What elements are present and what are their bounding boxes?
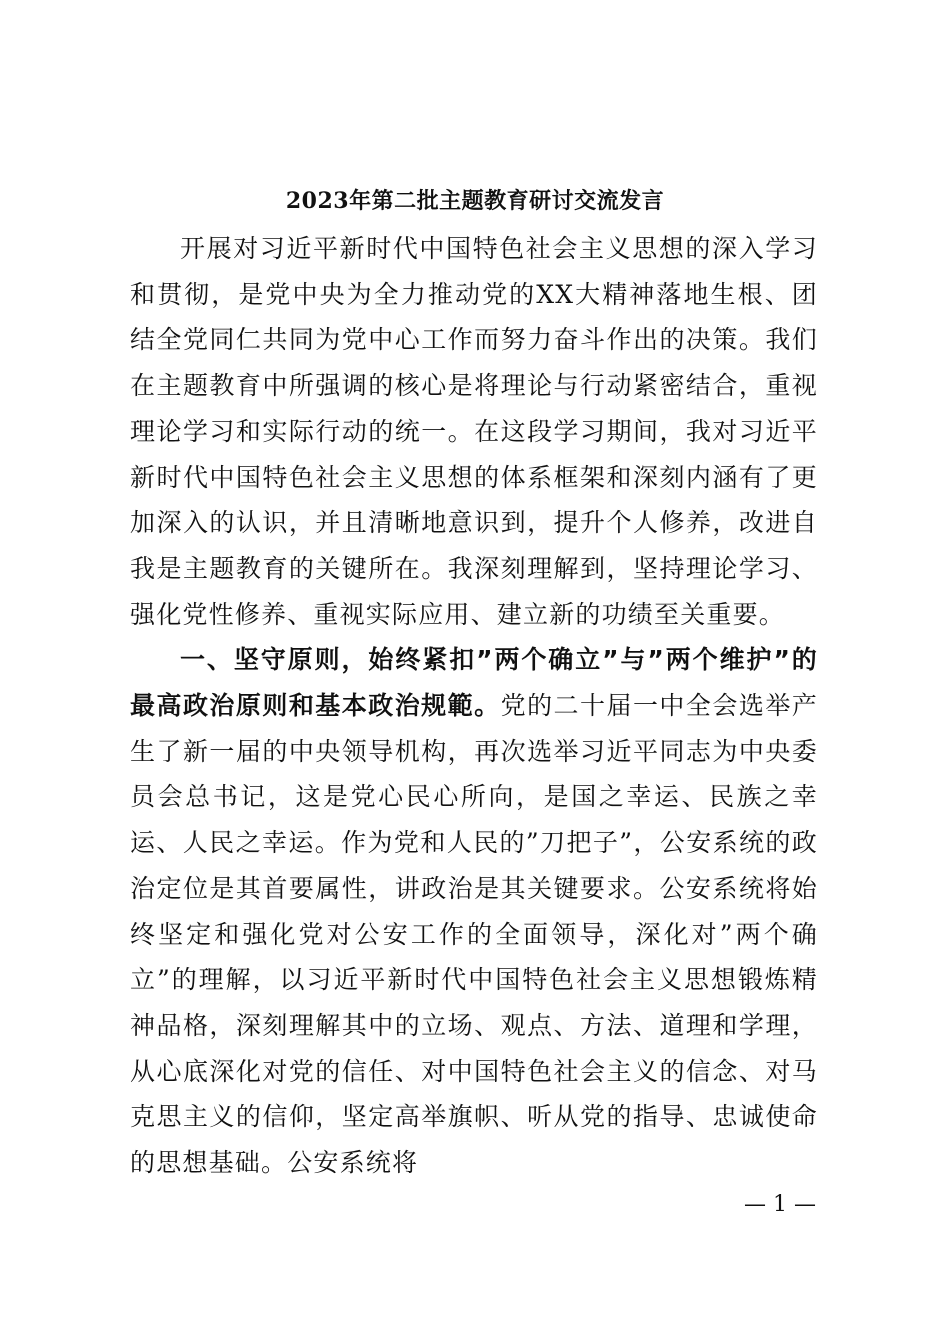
section-heading: 一、坚守原则，始终紧扣”两个确立”与”两个维护”的最高政治原则和基本政治规範。 [130, 645, 818, 721]
section-one-paragraph [130, 637, 818, 1185]
document-title: 2023年第二批主题教育研讨交流发言 [285, 188, 665, 214]
document-body [130, 226, 818, 1186]
paragraph-text: 党的二十届一中全会选举产生了新一届的中央领导机构，再次选举习近平同志为中央委员会总书记，这是党心民心所向，是国之幸运、民族之幸运、人民之幸运。作为党和人民的”刀把子”，公安系统的政治定位是其首要属性，讲政治是其关键要求。公安系统将始终坚定和强化党对公安工作的全面领导，深化对”两个确立”的理解，以习近平新时代中国特色社会主义思想锻炼精神品格，深刻理解其中的立场、观点、方法、道理和学理，从心底深化对党的信任、对中国特色社会主义的信念、对马克思主义的信仰，坚定高举旗帜、听从党的指导、忠诚使命的思想基础。公安系统将 [130, 691, 818, 1178]
intro-paragraph [130, 226, 818, 637]
page-number: — 1 — [744, 1192, 816, 1217]
paragraph-text: 开展对习近平新时代中国特色社会主义思想的深入学习和贯彻，是党中央为全力推动党的XX大精神落地生根、团结全党同仁共同为党中心工作而努力奋斗作出的决策。我们在主题教育中所强调的核心是将理论与行动紧密结合，重视理论学习和实际行动的统一。在这段学习期间，我对习近平新时代中国特色社会主义思想的体系框架和深刻内涵有了更加深入的认识，并且清晰地意识到，提升个人修养，改进自我是主题教育的关键所在。我深刻理解到，坚持理论学习、强化党性修养、重视实际应用、建立新的功绩至关重要。 [130, 234, 818, 629]
